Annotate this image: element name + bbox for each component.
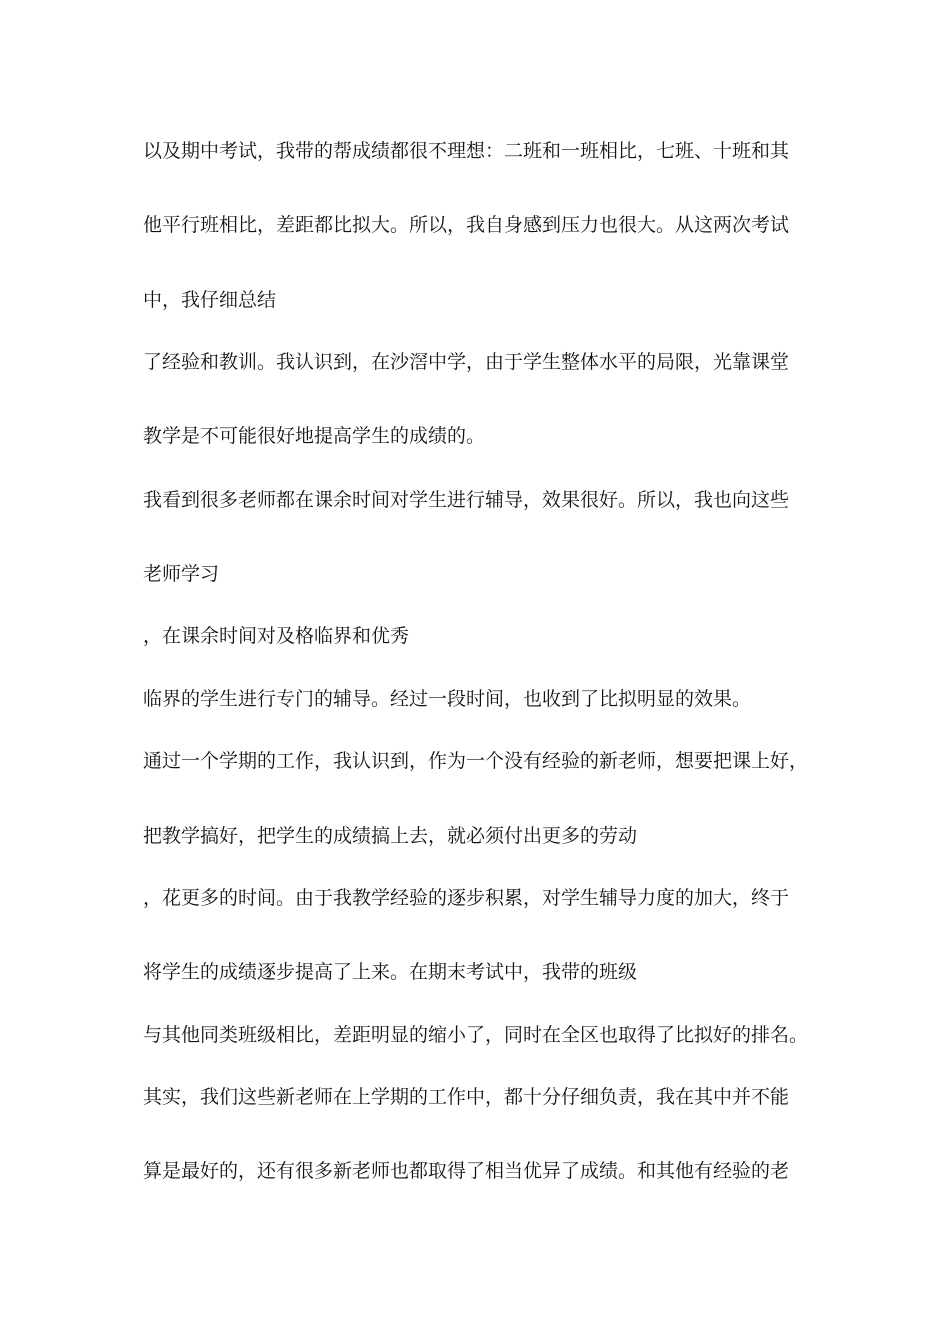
text-line: 我看到很多老师都在课余时间对学生进行辅导，效果很好。所以，我也向这些 xyxy=(143,489,790,511)
text-line: 其实，我们这些新老师在上学期的工作中，都十分仔细负责，我在其中并不能 xyxy=(143,1086,790,1108)
text-line: 算是最好的，还有很多新老师也都取得了相当优异了成绩。和其他有经验的老 xyxy=(143,1160,790,1182)
text-line: 教学是不可能很好地提高学生的成绩的。 xyxy=(143,425,486,447)
text-line: 中，我仔细总结 xyxy=(143,289,277,311)
text-line: ，花更多的时间。由于我教学经验的逐步积累，对学生辅导力度的加大，终于 xyxy=(143,887,790,909)
text-line: 与其他同类班级相比，差距明显的缩小了，同时在全区也取得了比拟好的排名。 xyxy=(143,1024,809,1046)
text-line: 老师学习 xyxy=(143,563,220,585)
text-line: 将学生的成绩逐步提高了上来。在期末考试中，我带的班级 xyxy=(143,961,638,983)
text-line: 临界的学生进行专门的辅导。经过一段时间，也收到了比拟明显的效果。 xyxy=(143,688,752,710)
text-line: ，在课余时间对及格临界和优秀 xyxy=(143,625,410,647)
text-line: 通过一个学期的工作，我认识到，作为一个没有经验的新老师，想要把课上好， xyxy=(143,750,809,772)
text-line: 了经验和教训。我认识到，在沙滘中学，由于学生整体水平的局限，光靠课堂 xyxy=(143,351,790,373)
text-line: 把教学搞好，把学生的成绩搞上去，就必须付出更多的劳动 xyxy=(143,825,638,847)
text-line: 以及期中考试，我带的帮成绩都很不理想：二班和一班相比，七班、十班和其 xyxy=(143,140,790,162)
text-line: 他平行班相比，差距都比拟大。所以，我自身感到压力也很大。从这两次考试 xyxy=(143,214,790,236)
